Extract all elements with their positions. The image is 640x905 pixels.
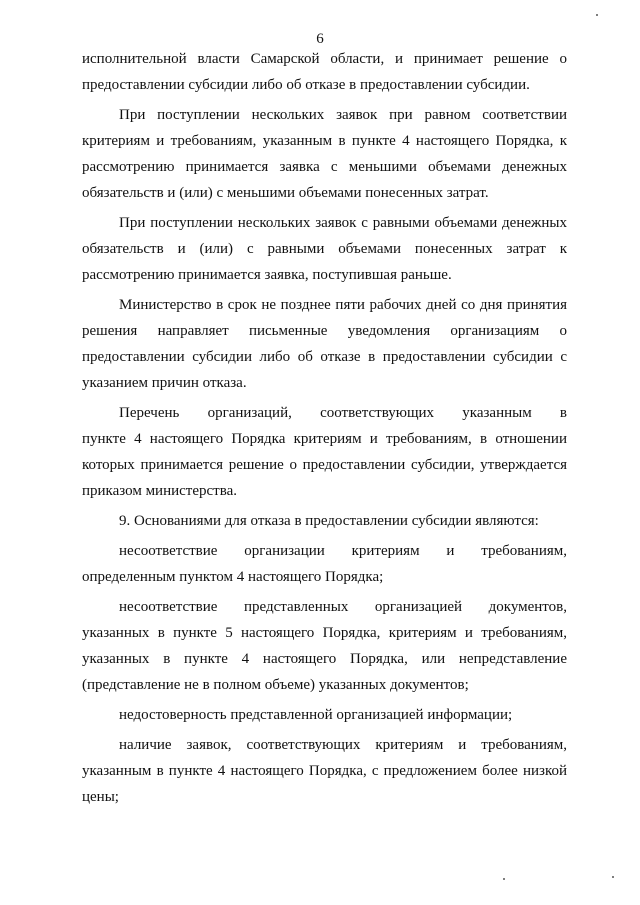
text-line: пункте 4 настоящего Порядка критериям и требованиям, в отношении <box>82 431 567 447</box>
paragraph <box>82 594 567 698</box>
scan-speck <box>596 14 598 16</box>
text-line: указанным в пункте 4 настоящего Порядка, с предложением более низкой <box>82 763 567 779</box>
paragraph <box>82 102 567 206</box>
text-line: наличие заявок, соответствующих критериям и требованиям, <box>119 737 567 753</box>
scan-speck <box>503 878 505 880</box>
text-line: недостоверность представленной организацией информации; <box>119 707 513 723</box>
text-line: рассмотрению принимается заявка, поступившая раньше. <box>82 267 452 283</box>
text-line: указанных в пункте 4 настоящего Порядка, или непредставление <box>82 651 567 667</box>
text-line: критериям и требованиям, указанным в пункте 4 настоящего Порядка, к <box>82 133 567 149</box>
text-line: исполнительной власти Самарской области, и принимает решение о <box>82 51 567 67</box>
paragraph <box>82 508 567 534</box>
scan-speck <box>612 876 614 878</box>
paragraph <box>82 538 567 590</box>
text-line: предоставлении субсидии либо об отказе в предоставлении субсидии с <box>82 349 567 365</box>
paragraph <box>82 210 567 288</box>
text-line: решения направляет письменные уведомления организациям о <box>82 323 567 339</box>
text-line: несоответствие представленных организацией документов, <box>119 599 567 615</box>
text-line: предоставлении субсидии либо об отказе в предоставлении субсидии. <box>82 77 530 93</box>
text-line: При поступлении нескольких заявок с равными объемами денежных <box>119 215 567 231</box>
text-line: приказом министерства. <box>82 483 238 499</box>
text-line: указанных в пункте 5 настоящего Порядка, критериям и требованиям, <box>82 625 567 641</box>
text-line: несоответствие организации критериям и требованиям, <box>119 543 567 559</box>
text-line: (представление не в полном объеме) указанных документов; <box>82 677 469 693</box>
text-line: указанием причин отказа. <box>82 375 247 391</box>
document-body <box>82 46 567 814</box>
paragraph <box>82 400 567 504</box>
paragraph <box>82 292 567 396</box>
page-number: 6 <box>316 31 324 47</box>
text-line: рассмотрению принимается заявка с меньшими объемами денежных <box>82 159 567 175</box>
text-line: 9. Основаниями для отказа в предоставлении субсидии являются: <box>119 513 539 529</box>
text-line: определенным пунктом 4 настоящего Порядка; <box>82 569 384 585</box>
text-line: обязательств и (или) с равными объемами понесенных затрат к <box>82 241 567 257</box>
text-line: Перечень организаций, соответствующих указанным в <box>119 405 567 421</box>
paragraph <box>82 732 567 810</box>
text-line: Министерство в срок не позднее пяти рабочих дней со дня принятия <box>119 297 567 313</box>
text-line: обязательств и (или) с меньшими объемами понесенных затрат. <box>82 185 489 201</box>
paragraph <box>82 46 567 98</box>
text-line: цены; <box>82 789 119 805</box>
text-line: При поступлении нескольких заявок при равном соответствии <box>119 107 567 123</box>
text-line: которых принимается решение о предоставлении субсидии, утверждается <box>82 457 567 473</box>
paragraph <box>82 702 567 728</box>
